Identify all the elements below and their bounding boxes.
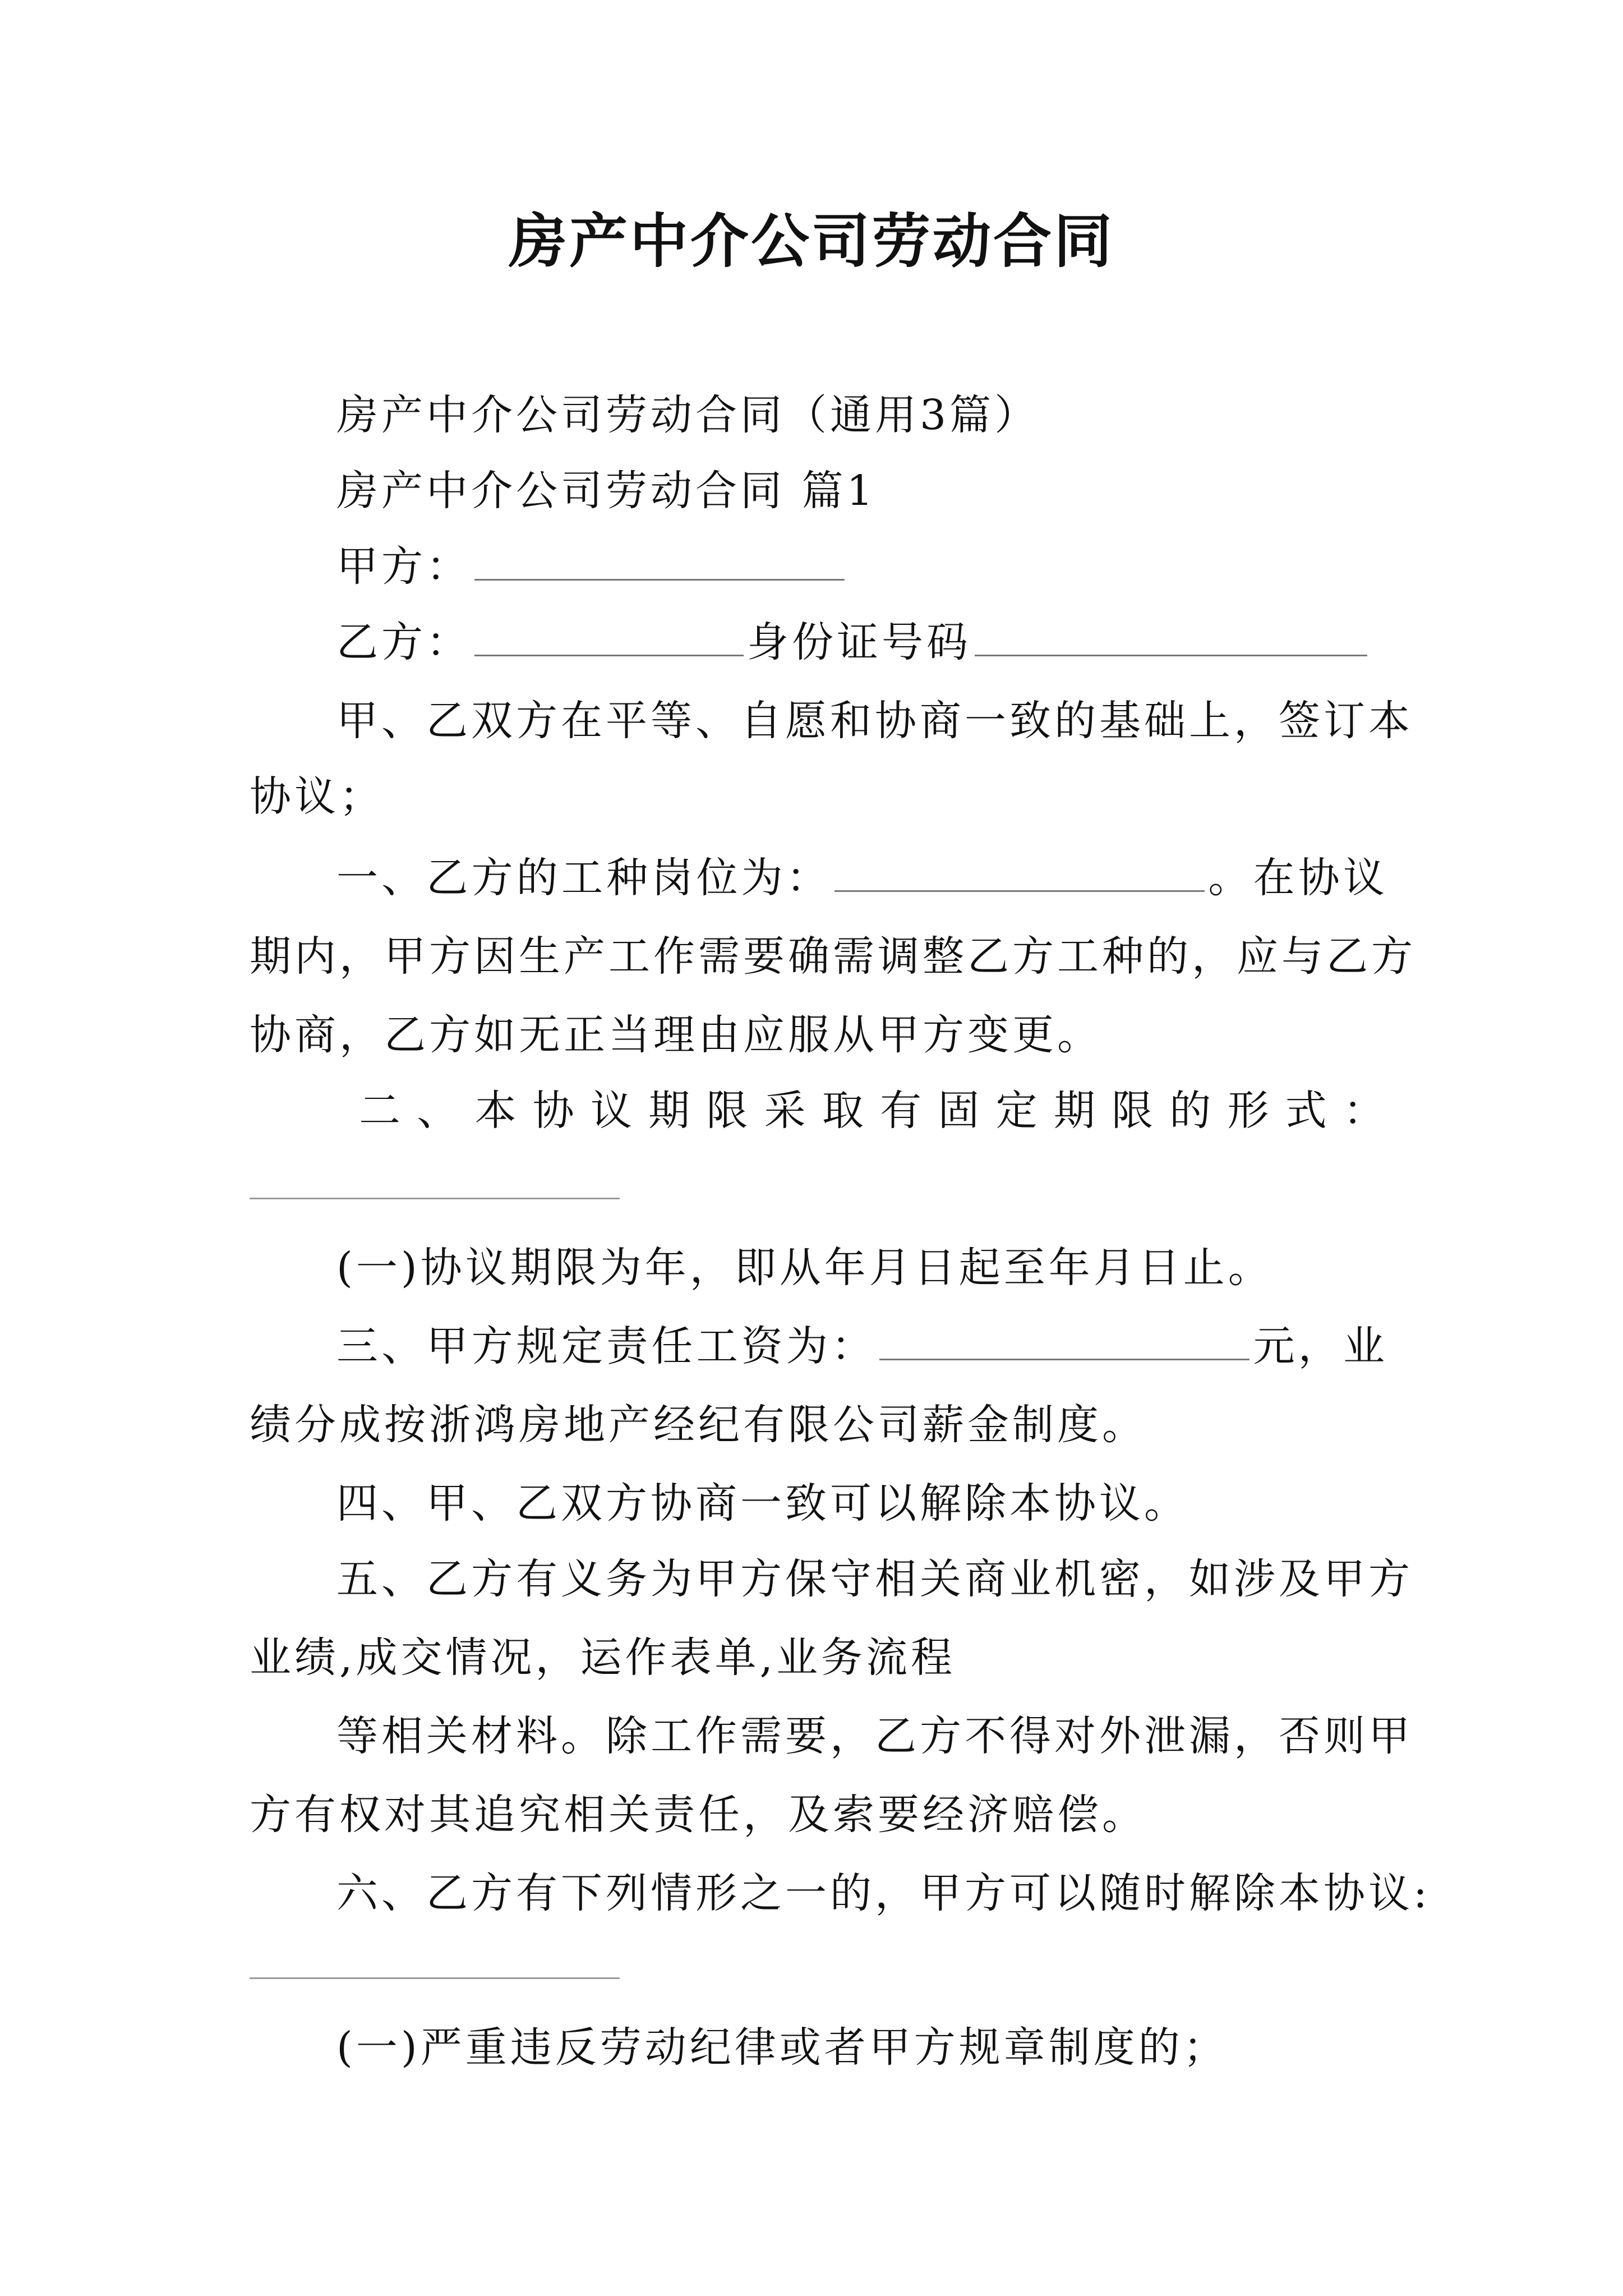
clause-6-blank-line [250,1977,620,1979]
clause-1-text-a: 一、乙方的工种岗位为： [336,854,832,902]
job-position-blank [834,851,1205,892]
id-number-label: 身份证号码 [747,618,971,666]
salary-blank [879,1319,1249,1360]
intro-line-1: 甲、乙双方在平等、自愿和协商一致的基础上，签订本 [336,697,1413,745]
clause-3-line-1 [336,1313,1388,1380]
clause-3-text-b: 元，业 [1253,1322,1389,1370]
party-a-line [336,533,1388,600]
clause-1-line-3: 协商，乙方如无正当理由应服从甲方变更。 [250,1011,1102,1059]
clause-4: 四、甲、乙双方协商一致可以解除本协议。 [336,1479,1189,1527]
party-b-blank [474,615,744,656]
clause-2-sub: (一)协议期限为年，即从年月日起至年月日止。 [336,1244,1273,1292]
clause-3-text-a: 三、甲方规定责任工资为： [336,1322,877,1370]
party-b-line [336,609,1388,676]
part-heading: 房产中介公司劳动合同 篇1 [336,467,877,515]
clause-5-line-4: 方有权对其追究相关责任，及索要经济赔偿。 [250,1791,1147,1839]
intro-line-2: 协议； [250,772,384,821]
clause-2: 二、本协议期限采取有固定期限的形式： [359,1087,1388,1135]
id-number-blank [975,615,1367,656]
document-title: 房产中介公司劳动合同 [508,206,1114,275]
clause-1-line-1 [336,844,1388,912]
clause-6: 六、乙方有下列情形之一的，甲方可以随时解除本协议: [336,1869,1431,1917]
clause-5-line-1: 五、乙方有义务为甲方保守相关商业机密，如涉及甲方 [336,1555,1413,1603]
clause-5-line-3: 等相关材料。除工作需要，乙方不得对外泄漏，否则甲 [336,1712,1413,1760]
clause-2-blank-line [250,1198,620,1199]
clause-6-sub: (一)严重违反劳动纪律或者甲方规章制度的； [336,2023,1228,2072]
party-a-label: 甲方： [336,542,471,591]
party-a-blank [474,540,845,581]
party-b-label: 乙方： [336,618,471,666]
clause-1-line-2: 期内，甲方因生产工作需要确需调整乙方工种的，应与乙方 [250,932,1416,981]
clause-1-text-b: 。在协议 [1208,854,1389,902]
clause-5-line-2: 业绩,成交情况，运作表单,业务流程 [250,1634,956,1682]
subtitle: 房产中介公司劳动合同（通用3篇） [336,391,1040,439]
clause-3-line-2: 绩分成按浙鸿房地产经纪有限公司薪金制度。 [250,1401,1147,1449]
